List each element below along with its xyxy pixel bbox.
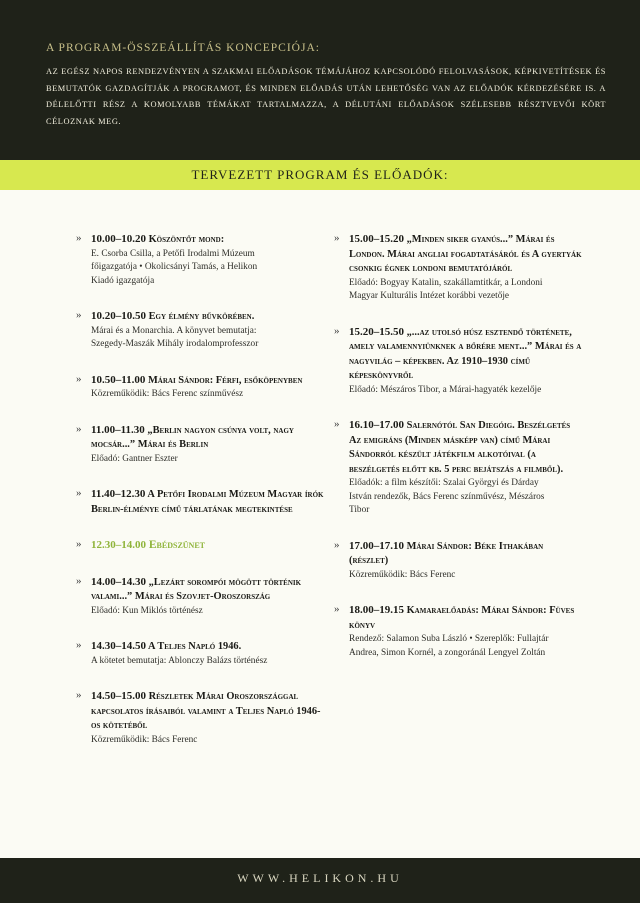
arrow-icon: » (334, 538, 340, 551)
program-item (334, 540, 584, 583)
program-time: 18.00–19.15 (349, 604, 404, 616)
program-detail: Márai és a Monarchia. A könyvet bemutatja: (91, 325, 257, 336)
arrow-icon: » (76, 574, 82, 587)
arrow-icon: » (334, 418, 340, 430)
program-heading (91, 375, 302, 386)
arrow-icon: » (76, 422, 82, 435)
concept-paragraph: AZ EGÉSZ NAPOS RENDEZVÉNYEN A SZAKMAI ELŐADÁSOK TÉMÁJÁHOZ KAPCSOLÓDÓ FELOLVASÁSOK, KÉPKIVETÍTÉSEK ÉS BEMUTATÓK GAZDAGÍTJÁK A PROGRAMOT, ÉS MINDEN ELŐADÁS UTÁN LEHETŐSÉG VAN AZ ELŐADÓK KÉRDEZÉSÉRE IS. A DÉLELŐTTI RÉSZ A KOMOLYABB TÉMÁKAT TARTALMAZZA, A DÉLUTÁNI ELŐADÁSOK SZÉLESEBB RÉSZTVEVŐI KÖRT CÉLOZNAK MEG. (46, 67, 606, 126)
program-time: 15.00–15.20 (349, 233, 404, 245)
program-detail: Tibor (349, 505, 370, 515)
program-item (76, 640, 326, 668)
program-heading (91, 577, 301, 603)
arrow-icon: » (76, 309, 82, 321)
program-time: 11.00–11.30 (91, 423, 145, 436)
program-time: 10.00–10.20 (91, 233, 146, 245)
program-time: 10.20–10.50 (91, 310, 146, 322)
program-detail: Közreműködik: Bács Ferenc színművész (91, 389, 244, 399)
program-title: TERVEZETT PROGRAM ÉS ELŐADÓK: (191, 167, 449, 182)
program-detail: Előadó: Bogyay Katalin, szakállamtitkár, a Londoni (349, 277, 543, 288)
program-heading (91, 425, 294, 451)
program-time: 14.00–14.30 (91, 575, 146, 588)
program-time: 12.30–14.00 (91, 539, 146, 551)
program-title: „Lezárt sorompói mögött történik valami...” Márai és Szovjet-Oroszország (91, 576, 302, 602)
program-heading (349, 234, 582, 274)
program-detail: Előadó: Mészáros Tibor, a Márai-hagyaték kezelője (349, 384, 542, 395)
program-heading (349, 541, 543, 567)
program-title: Ebédszünet (146, 539, 206, 551)
program-title: Köszöntőt mond: (146, 234, 225, 245)
program-column-right (334, 233, 584, 682)
program-heading (91, 234, 224, 245)
program-time: 15.20–15.50 (349, 325, 404, 338)
program-title: Márai Sándor: Férfi, esőköpenyben (145, 374, 303, 386)
program-detail: Szegedy-Maszák Mihály irodalomprofesszor (91, 339, 259, 349)
program-detail: A kötetet bemutatja: Ablonczy Balázs történész (91, 655, 268, 666)
arrow-icon: » (76, 372, 82, 385)
arrow-icon: » (334, 603, 340, 615)
program-item (334, 604, 584, 660)
header-panel (0, 0, 640, 160)
program-band (0, 160, 640, 190)
program-detail: főigazgatója • Okolicsányi Tamás, a Helikon (91, 262, 258, 272)
program-title: A Teljes Napló 1946. (146, 641, 242, 652)
program-title: Egy élmény bűvkörében. (146, 311, 255, 322)
program-time: 10.50–11.00 (91, 373, 146, 386)
program-detail: Magyar Kulturális Intézet korábbi vezetője (349, 291, 510, 301)
arrow-icon: » (76, 689, 82, 701)
program-heading (91, 539, 205, 551)
program-detail: Andrea, Simon Kornél, a zongoránál Lengyel Zoltán (349, 647, 546, 658)
program-detail: István rendezők, Bács Ferenc színművész, Mészáros (349, 491, 545, 502)
program-item (334, 326, 584, 398)
program-item (334, 419, 584, 518)
program-detail: Közreműködik: Bács Ferenc (91, 734, 198, 745)
program-heading (349, 605, 574, 631)
program-detail: Közreműködik: Bács Ferenc (349, 569, 456, 580)
program-title: Részletek Márai Oroszországgal kapcsolatos írásaiból valamint a Teljes Napló 1946-os kötetéből (91, 691, 321, 731)
program-detail: Kiadó igazgatója (91, 275, 155, 286)
arrow-icon: » (76, 538, 82, 550)
program-item (76, 539, 326, 554)
program-item (76, 576, 326, 619)
program-time: 14.50–15.00 (91, 690, 146, 702)
concept-title: A PROGRAM-ÖSSZEÁLLÍTÁS KONCEPCIÓJA: (46, 42, 320, 54)
program-item (76, 374, 326, 402)
arrow-icon: » (334, 324, 340, 337)
program-detail: Rendező: Salamon Suba László • Szereplők: Fullajtár (349, 634, 549, 644)
program-item (76, 424, 326, 467)
program-item (334, 233, 584, 304)
program-time: 16.10–17.00 (349, 419, 404, 431)
program-detail: Előadók: a film készítői: Szalai Györgyi és Dárday (349, 478, 539, 488)
program-title: Salernótól San Diegóig. Beszélgetés Az emigráns (Minden másképp van) című Márai Sándorról készült játékfilm alkotóival (a beszélgetés előtt kb. 5 perc bejátszás a filmből). (349, 420, 571, 475)
program-item (76, 488, 326, 517)
program-time: 14.30–14.50 (91, 640, 146, 652)
program-item (76, 233, 326, 288)
arrow-icon: » (76, 232, 82, 244)
program-heading (91, 489, 324, 515)
program-item (76, 310, 326, 352)
program-title: Márai Sándor: Béke Ithakában (részlet) (349, 540, 544, 566)
program-column-left (76, 233, 326, 769)
program-heading (349, 327, 581, 382)
program-detail: Előadó: Gantner Eszter (91, 453, 178, 464)
arrow-icon: » (334, 232, 340, 244)
program-heading (349, 420, 570, 475)
program-time: 11.40–12.30 (91, 488, 146, 500)
program-heading (91, 691, 321, 731)
arrow-icon: » (76, 639, 82, 651)
program-title: A Petőfi Irodalmi Múzeum Magyar írók Berlin-élménye című tárlatának megtekintése (91, 489, 324, 515)
program-detail: Előadó: Kun Miklós történész (91, 605, 203, 616)
program-heading (91, 641, 241, 652)
program-title: „Berlin nagyon csúnya volt, nagy mocsár...” Márai és Berlin (91, 424, 294, 450)
program-title: „Minden siker gyanús...” Márai és London. Márai angliai fogadtatásáról és A gyertyák csonkig égnek londoni bemutatójáról (349, 234, 582, 274)
program-heading (91, 311, 254, 322)
program-title: Kamaraelőadás: Márai Sándor: Füves könyv (349, 605, 575, 631)
program-detail: E. Csorba Csilla, a Petőfi Irodalmi Múzeum (91, 248, 255, 259)
program-time: 17.00–17.10 (349, 539, 404, 552)
footer-url: WWW.HELIKON.HU (237, 871, 403, 885)
program-item (76, 690, 326, 747)
program-title: „...az utolsó húsz esztendő története, amely valamennyiünknek a bőrére ment...” Márai és a nagyvilág – képekben. Az 1910–1930 című képeskönyvről (349, 326, 582, 381)
footer (0, 858, 640, 903)
arrow-icon: » (76, 487, 82, 499)
